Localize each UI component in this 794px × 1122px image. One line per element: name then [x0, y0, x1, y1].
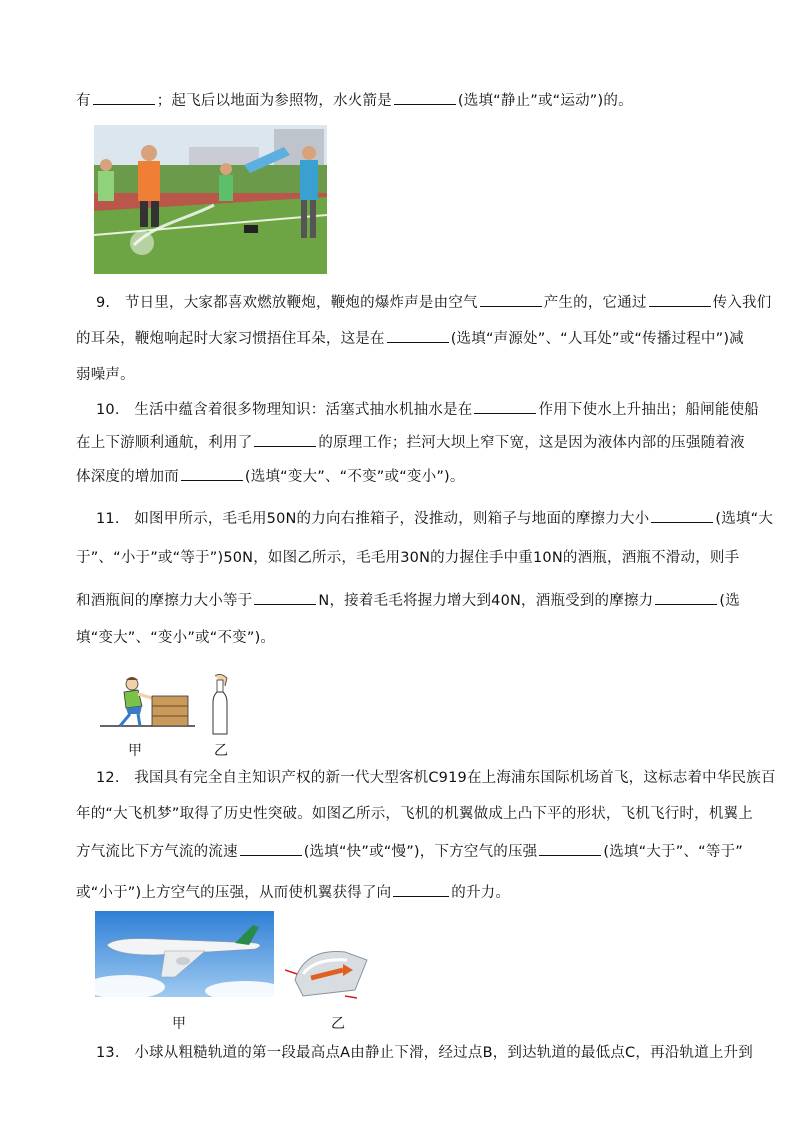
answer-blank[interactable]: [649, 305, 711, 307]
answer-blank[interactable]: [655, 603, 717, 605]
question-10-line-1: 10. 生活中蕴含着很多物理知识：活塞式抽水机抽水是在 作用下使水上升抽出；船闸能使船: [96, 402, 759, 418]
figure-caption-b: 乙: [214, 743, 228, 759]
figure-caption-b: 乙: [331, 1016, 345, 1032]
answer-blank[interactable]: [181, 479, 243, 481]
answer-blank[interactable]: [474, 412, 536, 414]
wing-diagram: [285, 940, 375, 1002]
answer-blank[interactable]: [93, 103, 155, 105]
question-12-line-1: 12. 我国具有完全自主知识产权的新一代大型客机C919在上海浦东国际机场首飞，这标志着中华民族百: [96, 770, 776, 786]
airplane-photo: [95, 911, 274, 997]
question-10-line-2: 在上下游顺利通航，利用了 的原理工作；拦河大坝上窄下宽，这是因为液体内部的压强随着液: [76, 435, 745, 451]
question-12-line-2: 年的“大飞机梦”取得了历史性突破。如图乙所示，飞机的机翼做成上凸下平的形状，飞机飞行时，机翼上: [76, 806, 753, 822]
answer-blank[interactable]: [480, 305, 542, 307]
question-9-line-1: 9. 节日里，大家都喜欢燃放鞭炮，鞭炮的爆炸声是由空气 产生的，它通过 传入我们: [96, 295, 772, 311]
top-line: 有 ；起飞后以地面为参照物，水火箭是 (选填“静止”或“运动”)的。: [76, 93, 633, 109]
question-12-line-4: 或“小于”)上方空气的压强，从而使机翼获得了向 的升力。: [76, 885, 511, 901]
water-rocket-photo: [94, 125, 327, 274]
figure-push-box: [100, 672, 195, 730]
answer-blank[interactable]: [393, 895, 449, 897]
question-12-line-3: 方气流比下方气流的流速 (选填“快”或“慢”)，下方空气的压强 (选填“大于”、“等于”: [76, 844, 743, 860]
question-11-line-2: 于”、“小于”或“等于”)50N，如图乙所示，毛毛用30N的力握住手中重10N的酒瓶，酒瓶不滑动，则手: [76, 550, 740, 566]
answer-blank[interactable]: [394, 103, 456, 105]
figure-caption-a: 甲: [172, 1016, 186, 1032]
answer-blank[interactable]: [651, 521, 713, 523]
question-9-line-2: 的耳朵，鞭炮响起时大家习惯捂住耳朵，这是在 (选填“声源处”、“人耳处”或“传播过程中”)减: [76, 331, 744, 347]
answer-blank[interactable]: [539, 854, 601, 856]
answer-blank[interactable]: [254, 445, 316, 447]
question-9-line-3: 弱噪声。: [76, 367, 135, 383]
figure-bottle: [205, 672, 235, 736]
answer-blank[interactable]: [254, 603, 316, 605]
question-11-line-3: 和酒瓶间的摩擦力大小等于 N，接着毛毛将握力增大到40N，酒瓶受到的摩擦力 (选: [76, 593, 740, 609]
question-11-line-4: 填“变大”、“变小”或“不变”)。: [76, 630, 276, 646]
figure-caption-a: 甲: [128, 743, 142, 759]
question-10-line-3: 体深度的增加而 (选填“变大”、“不变”或“变小”)。: [76, 469, 465, 485]
answer-blank[interactable]: [387, 341, 449, 343]
answer-blank[interactable]: [240, 854, 302, 856]
question-11-line-1: 11. 如图甲所示，毛毛用50N的力向右推箱子，没推动，则箱子与地面的摩擦力大小 (选填“大: [96, 511, 774, 527]
question-13-line-1: 13. 小球从粗糙轨道的第一段最高点A由静止下滑，经过点B，到达轨道的最低点C，再沿轨道上升到: [96, 1045, 753, 1061]
